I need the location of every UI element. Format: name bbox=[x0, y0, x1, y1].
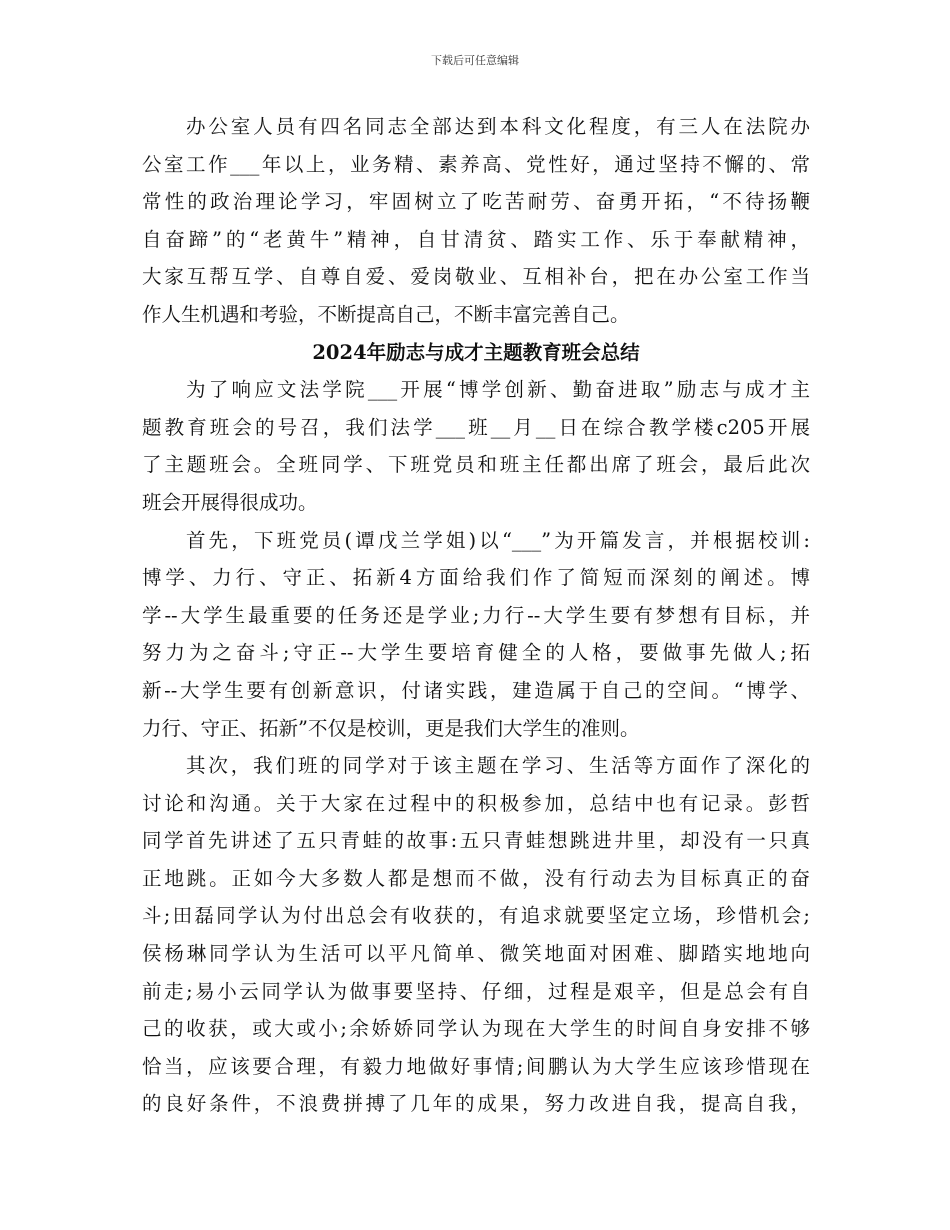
text-line: 大家互帮互学、自尊自爱、爱岗敬业、互相补台，把在办公室工作当 bbox=[142, 265, 810, 289]
text-line: 己的收获，或大或小;余娇娇同学认为现在大学生的时间自身安排不够 bbox=[142, 1017, 810, 1041]
text-line: 首先，下班党员(谭戊兰学姐)以“___”为开篇发言，并根据校训: bbox=[186, 528, 810, 552]
text-line: 力行、守正、拓新”不仅是校训，更是我们大学生的准则。 bbox=[142, 716, 640, 740]
text-line: 正地跳。正如今大多数人都是想而不做，没有行动去为目标真正的奋 bbox=[142, 866, 810, 890]
text-line: 博学、力行、守正、拓新4方面给我们作了简短而深刻的阐述。博 bbox=[142, 566, 810, 590]
text-line: 斗;田磊同学认为付出总会有收获的，有追求就要坚定立场，珍惜机会; bbox=[142, 904, 810, 928]
text-line: 同学首先讲述了五只青蛙的故事:五只青蛙想跳进井里，却没有一只真 bbox=[142, 829, 810, 853]
text-line: 办公室人员有四名同志全部达到本科文化程度，有三人在法院办 bbox=[186, 115, 810, 138]
page-header: 下载后可任意编辑 bbox=[431, 54, 519, 67]
text-line: 其次，我们班的同学对于该主题在学习、生活等方面作了深化的 bbox=[186, 754, 810, 778]
text-line: 恰当，应该要合理，有毅力地做好事情;间鹏认为大学生应该珍惜现在 bbox=[142, 1054, 810, 1078]
text-line: 前走;易小云同学认为做事要坚持、仔细，过程是艰辛，但是总会有自 bbox=[142, 979, 810, 1003]
text-line: 题教育班会的号召，我们法学___班__月__日在综合教学楼c205开展 bbox=[142, 415, 810, 439]
text-line: 学--大学生最重要的任务还是学业;力行--大学生要有梦想有目标，并 bbox=[142, 603, 810, 627]
text-line: 的良好条件，不浪费拼搏了几年的成果，努力改进自我，提高自我， bbox=[142, 1092, 810, 1116]
text-line: 作人生机遇和考验，不断提高自己，不断丰富完善自己。 bbox=[142, 302, 630, 326]
text-line: 常性的政治理论学习，牢固树立了吃苦耐劳、奋勇开拓，“不待扬鞭 bbox=[142, 190, 810, 214]
document-body bbox=[142, 108, 810, 1123]
text-line: 侯杨琳同学认为生活可以平凡简单、微笑地面对困难、脚踏实地地向 bbox=[142, 942, 810, 966]
text-line: 自奋蹄”的“老黄牛”精神，自甘清贫、踏实工作、乐于奉献精神， bbox=[142, 227, 810, 251]
text-line: 了主题班会。全班同学、下班党员和班主任都出席了班会，最后此次 bbox=[142, 453, 810, 477]
text-line: 新--大学生要有创新意识，付诸实践，建造属于自己的空间。“博学、 bbox=[142, 678, 810, 702]
text-line: 班会开展得很成功。 bbox=[142, 490, 318, 514]
text-line: 努力为之奋斗;守正--大学生要培育健全的人格，要做事先做人;拓 bbox=[142, 641, 810, 665]
text-line: 为了响应文法学院___开展“博学创新、勤奋进取”励志与成才主 bbox=[186, 378, 810, 402]
section-title: 2024年励志与成才主题教育班会总结 bbox=[312, 340, 640, 364]
text-line: 讨论和沟通。关于大家在过程中的积极参加，总结中也有记录。彭哲 bbox=[142, 791, 810, 815]
text-line: 公室工作___年以上，业务精、素养高、党性好，通过坚持不懈的、常 bbox=[142, 152, 810, 176]
